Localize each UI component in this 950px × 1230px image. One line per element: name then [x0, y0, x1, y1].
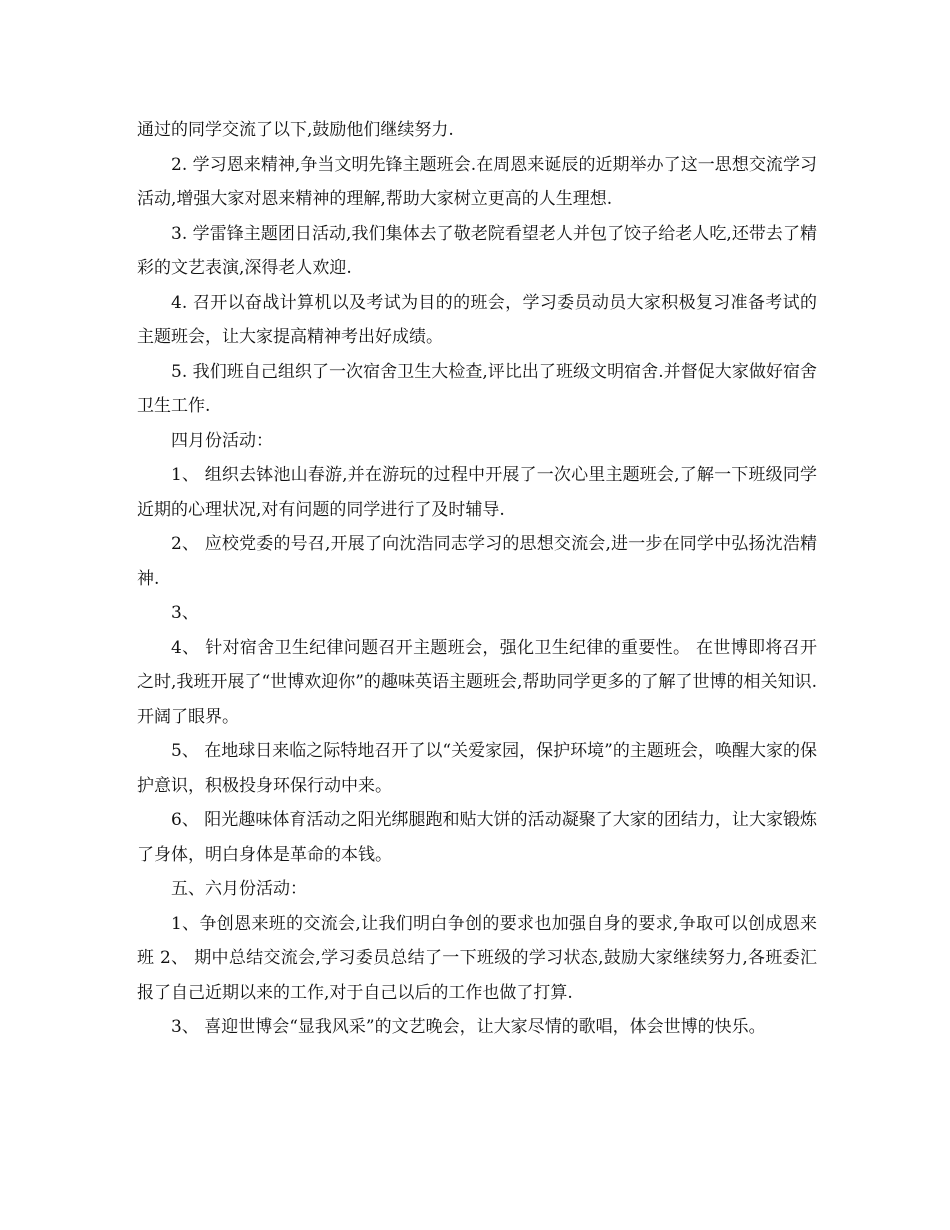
paragraph: 3、 — [171, 603, 199, 623]
paragraph: 通过的同学交流了以下,鼓励他们继续努力. — [137, 120, 454, 140]
paragraph: 1、争创恩来班的交流会,让我们明白争创的要求也加强自身的要求,争取可以创成恩来班 2、 期中总结交流会,学习委员总结了一下班级的学习状态,鼓励大家继续努力,各班委汇报了自己近期以来的工作,对于自己以后的工作也做了打算. — [137, 913, 817, 1003]
section-heading: 四月份活动： — [171, 430, 273, 451]
section-heading: 五、六月份活动： — [171, 879, 307, 899]
paragraph: 5. 我们班自己组织了一次宿舍卫生大检查,评比出了班级文明宿舍.并督促大家做好宿舍卫生工作. — [137, 361, 817, 416]
paragraph: 3、 喜迎世博会“显我风采”的文艺晚会，让大家尽情的歌唱，体会世博的快乐。 — [171, 1017, 766, 1037]
paragraph: 2. 学习恩来精神,争当文明先锋主题班会.在周恩来诞辰的近期举办了这一思想交流学习活动,增强大家对恩来精神的理解,帮助大家树立更高的人生理想. — [137, 154, 817, 209]
paragraph: 1、 组织去钵池山春游,并在游玩的过程中开展了一次心里主题班会,了解一下班级同学近期的心理状况,对有问题的同学进行了及时辅导. — [137, 465, 817, 520]
document-body — [137, 113, 817, 1045]
paragraph: 5、 在地球日来临之际特地召开了以“关爱家园，保护环境”的主题班会，唤醒大家的保护意识，积极投身环保行动中来。 — [137, 741, 817, 796]
paragraph: 3. 学雷锋主题团日活动,我们集体去了敬老院看望老人并包了饺子给老人吃,还带去了精彩的文艺表演,深得老人欢迎. — [137, 223, 817, 278]
paragraph: 6、 阳光趣味体育活动之阳光绑腿跑和贴大饼的活动凝聚了大家的团结力，让大家锻炼了身体，明白身体是革命的本钱。 — [137, 810, 817, 865]
paragraph: 4. 召开以奋战计算机以及考试为目的的班会，学习委员动员大家积极复习准备考试的主题班会，让大家提高精神考出好成绩。 — [137, 292, 817, 347]
paragraph: 2、 应校党委的号召,开展了向沈浩同志学习的思想交流会,进一步在同学中弘扬沈浩精神. — [137, 534, 817, 589]
paragraph: 4、 针对宿舍卫生纪律问题召开主题班会，强化卫生纪律的重要性。 在世博即将召开之时,我班开展了“世博欢迎你”的趣味英语主题班会,帮助同学更多的了解了世博的相关知识.开阔了眼界。 — [137, 637, 817, 727]
